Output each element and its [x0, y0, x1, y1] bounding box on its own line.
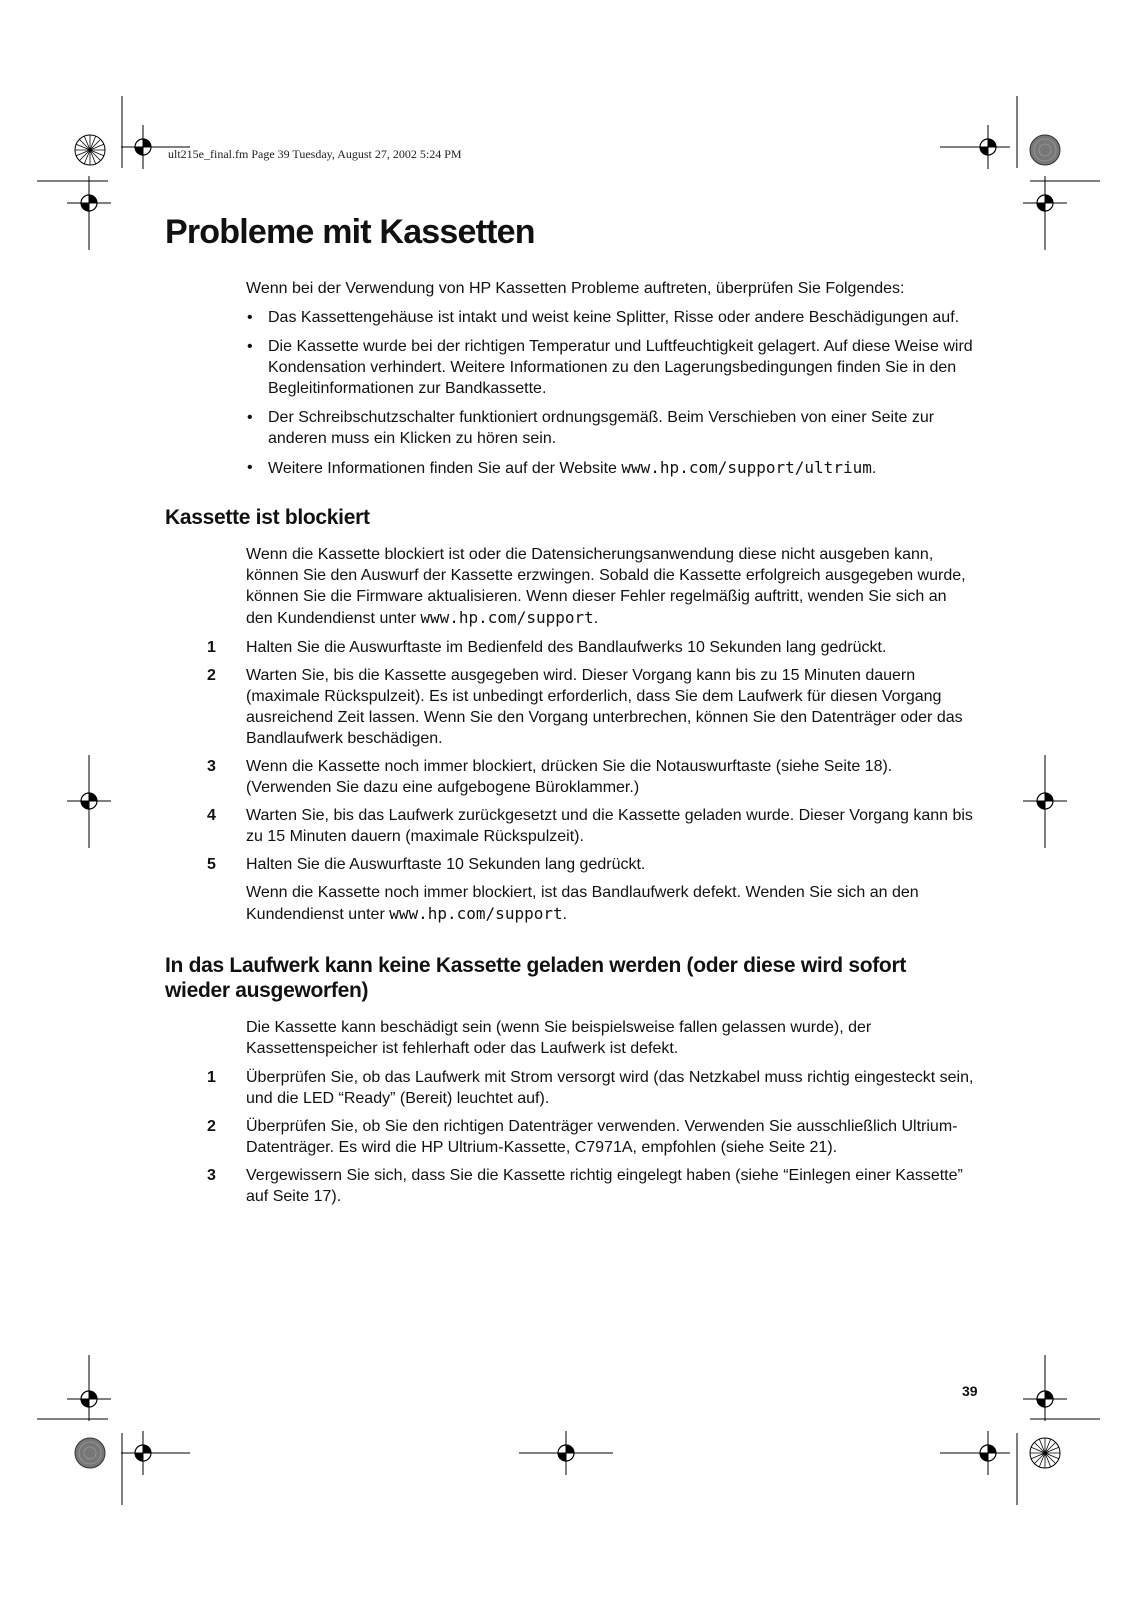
section1-outro: Wenn die Kassette noch immer blockiert, ist das Bandlaufwerk defekt. Wenden Sie sich an den Kundendienst unter www.hp.com/support. — [246, 884, 919, 923]
section2-intro: Die Kassette kann beschädigt sein (wenn Sie beispielsweise fallen gelassen wurde), der Kassettenspeicher ist fehlerhaft oder das Laufwerk ist defekt. — [246, 1019, 872, 1057]
section-heading-no-load: In das Laufwerk kann keine Kassette geladen werden (oder diese wird sofort wieder ausgeworfen) — [165, 954, 907, 1002]
support-link[interactable]: www.hp.com/support — [420, 608, 594, 627]
step-number: 4 — [207, 807, 216, 824]
page-number: 39 — [962, 1383, 978, 1399]
step-item: 2 Warten Sie, bis die Kassette ausgegeben wird. Dieser Vorgang kann bis zu 15 Minuten dauern (maximale Rückspulzeit). Es ist unbedingt erforderlich, dass Sie dem Laufwerk für diesen Vorgang ausreichend Zeit lassen. Wenn Sie den Vorgang unterbrechen, können Sie den Datenträger oder das Bandlaufwerk beschädigen. — [207, 667, 963, 747]
print-header-line: ult215e_final.fm Page 39 Tuesday, August 27, 2002 5:24 PM — [168, 147, 462, 161]
main-content — [165, 278, 975, 1214]
step-number: 2 — [207, 1118, 216, 1135]
step-item: 3 Wenn die Kassette noch immer blockiert, drücken Sie die Notauswurftaste (siehe Seite 18). (Verwenden Sie dazu eine aufgebogene Büroklammer.) — [207, 758, 893, 796]
list-item: • Das Kassettengehäuse ist intakt und weist keine Splitter, Risse oder andere Beschädigungen auf. — [247, 309, 960, 326]
support-link[interactable]: www.hp.com/support — [389, 904, 563, 923]
list-item: • Die Kassette wurde bei der richtigen Temperatur und Luftfeuchtigkeit gelagert. Auf diese Weise wird Kondensation verhindert. Weitere Informationen zu den Lagerungsbedingungen finden Sie in den Begleitinformationen zur Bandkassette. — [247, 338, 973, 397]
step-item: 1 Überprüfen Sie, ob das Laufwerk mit Strom versorgt wird (das Netzkabel muss richtig eingesteckt sein, und die LED “Ready” (Bereit) leuchtet auf). — [207, 1069, 974, 1107]
step-number: 2 — [207, 667, 216, 684]
check-list — [246, 307, 975, 479]
support-ultrium-link[interactable]: www.hp.com/support/ultrium — [621, 458, 872, 477]
bullet-icon: • — [247, 338, 253, 355]
step-item: 5 Halten Sie die Auswurftaste 10 Sekunden lang gedrückt. — [207, 856, 646, 873]
step-number: 3 — [207, 1167, 216, 1184]
step-item: 1 Halten Sie die Auswurftaste im Bedienfeld des Bandlaufwerks 10 Sekunden lang gedrückt. — [207, 639, 887, 656]
bullet-icon: • — [247, 309, 253, 326]
step-number: 3 — [207, 758, 216, 775]
bullet-icon: • — [247, 409, 253, 426]
step-number: 1 — [207, 639, 216, 656]
list-item: • Der Schreibschutzschalter funktioniert ordnungsgemäß. Beim Verschieben von einer Seite zur anderen muss ein Klicken zu hören sein. — [247, 409, 935, 447]
step-number: 5 — [207, 856, 216, 873]
page-title: Probleme mit Kassetten — [165, 213, 535, 251]
step-item: 2 Überprüfen Sie, ob Sie den richtigen Datenträger verwenden. Verwenden Sie ausschließlich Ultrium-Datenträger. Es wird die HP Ultrium-Kassette, C7971A, empfohlen (siehe Seite 21). — [207, 1118, 958, 1156]
list-item: • Weitere Informationen finden Sie auf der Website www.hp.com/support/ultrium. — [247, 458, 877, 477]
blocked-steps — [165, 637, 975, 875]
bullet-icon: • — [247, 459, 253, 476]
section-heading-blocked: Kassette ist blockiert — [165, 506, 370, 529]
no-load-steps — [165, 1067, 975, 1207]
section1-intro: Wenn die Kassette blockiert ist oder die Datensicherungsanwendung diese nicht ausgeben kann, können Sie den Auswurf der Kassette erzwingen. Sobald die Kassette erfolgreich ausgegeben wurde, können Sie die Firmware aktualisieren. Wenn dieser Fehler regelmäßig auftritt, wenden Sie sich an den Kundendienst unter www.hp.com/support. — [246, 546, 966, 627]
step-item: 3 Vergewissern Sie sich, dass Sie die Kassette richtig eingelegt haben (siehe “Einlegen einer Kassette” auf Seite 17). — [207, 1167, 963, 1205]
step-number: 1 — [207, 1069, 216, 1086]
step-item: 4 Warten Sie, bis das Laufwerk zurückgesetzt und die Kassette geladen wurde. Dieser Vorgang kann bis zu 15 Minuten dauern (maximale Rückspulzeit). — [207, 807, 973, 845]
intro-paragraph: Wenn bei der Verwendung von HP Kassetten Probleme auftreten, überprüfen Sie Folgendes: — [246, 280, 905, 297]
